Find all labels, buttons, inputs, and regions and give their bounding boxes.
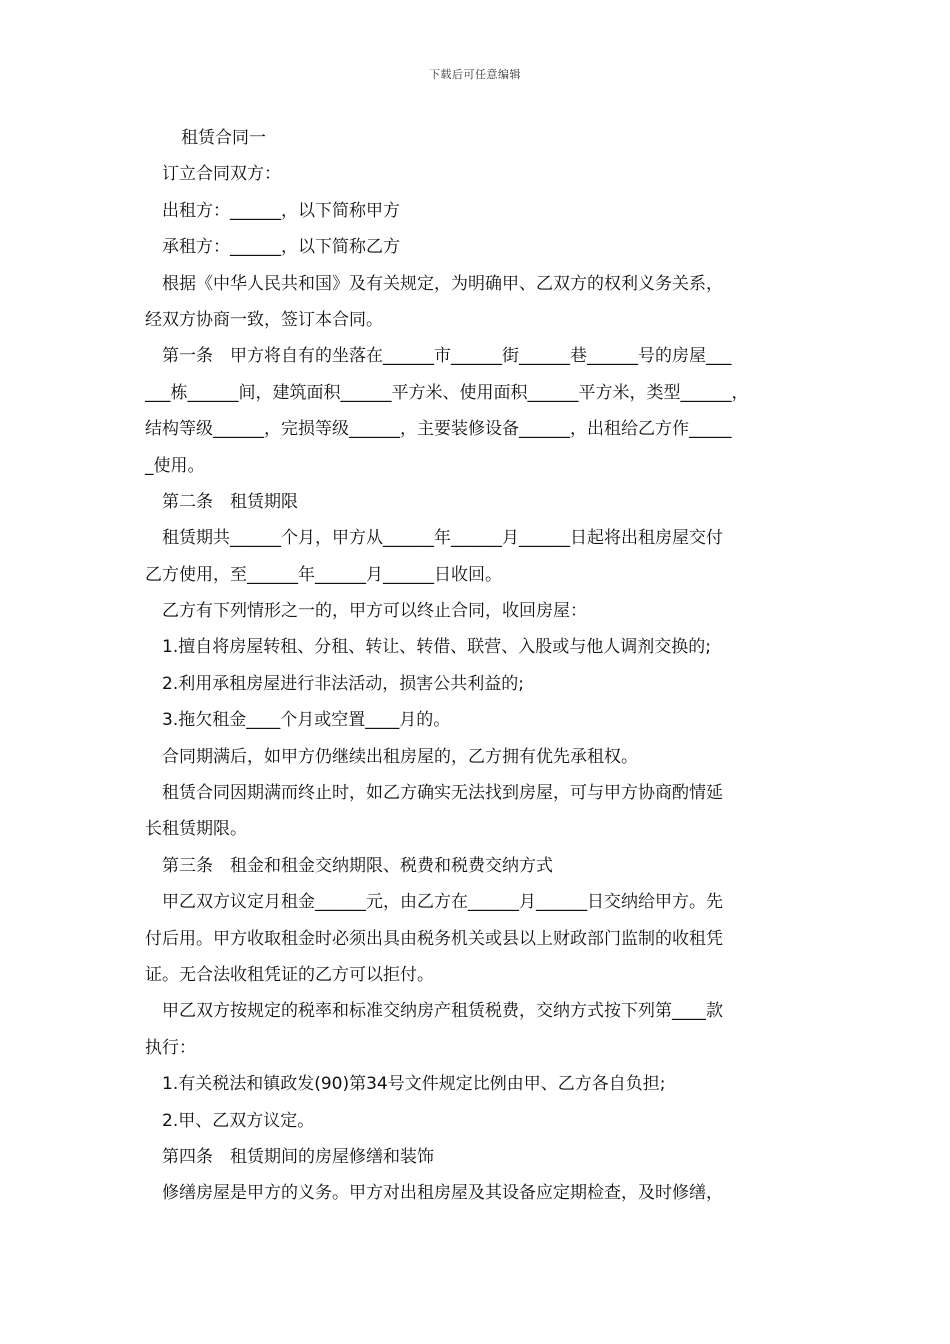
paragraph-line: 结构等级______，完损等级______，主要装修设备______，出租给乙方作_____ [145, 419, 732, 440]
paragraph-line: 乙方使用，至______年______月______日收回。 [145, 564, 502, 585]
page-header: 下载后可任意编辑 [429, 68, 521, 81]
paragraph-line: _使用。 [145, 455, 205, 476]
paragraph-line: 第三条 租金和租金交纳期限、税费和税费交纳方式 [162, 855, 553, 876]
paragraph-line: 乙方有下列情形之一的，甲方可以终止合同，收回房屋： [162, 601, 587, 622]
paragraph-line: 修缮房屋是甲方的义务。甲方对出租房屋及其设备应定期检查，及时修缮， [162, 1183, 723, 1204]
paragraph-line: 甲乙双方议定月租金______元，由乙方在______月______日交纳给甲方。先 [162, 892, 723, 913]
paragraph-line: 甲乙双方按规定的税率和标准交纳房产租赁税费，交纳方式按下列第____款 [162, 1001, 723, 1022]
paragraph-line: 2.利用承租房屋进行非法活动，损害公共利益的; [162, 673, 524, 694]
paragraph-line: 租赁期共______个月，甲方从______年______月______日起将出租房屋交付 [162, 528, 723, 549]
paragraph-line: 3.拖欠租金____个月或空置____月的。 [162, 710, 451, 731]
paragraph-line: 执行： [145, 1037, 196, 1058]
paragraph-line: 付后用。甲方收取租金时必须出具由税务机关或县以上财政部门监制的收租凭 [145, 928, 723, 949]
paragraph-line: 1.擅自将房屋转租、分租、转让、转借、联营、入股或与他人调剂交换的; [162, 637, 711, 658]
paragraph-line: 出租方：______，以下简称甲方 [162, 200, 400, 221]
paragraph-line: 经双方协商一致，签订本合同。 [145, 309, 383, 330]
paragraph-line: 2.甲、乙双方议定。 [162, 1110, 315, 1131]
document-title: 租赁合同一 [181, 128, 266, 148]
paragraph-line: 订立合同双方： [162, 164, 281, 185]
paragraph-line: 承租方：______，以下简称乙方 [162, 237, 400, 258]
paragraph-line: 1.有关税法和镇政发(90)第34号文件规定比例由甲、乙方各自负担; [162, 1074, 666, 1095]
paragraph-line: 租赁合同因期满而终止时，如乙方确实无法找到房屋，可与甲方协商酌情延 [162, 783, 723, 804]
paragraph-line: 第一条 甲方将自有的坐落在______市______街______巷______号的房屋___ [162, 346, 732, 367]
document-body [145, 120, 817, 1212]
paragraph-line: 根据《中华人民共和国》及有关规定，为明确甲、乙双方的权利义务关系， [162, 273, 723, 294]
paragraph-line: 第二条 租赁期限 [162, 491, 298, 512]
paragraph-line: 第四条 租赁期间的房屋修缮和装饰 [162, 1146, 434, 1167]
paragraph-line: 证。无合法收租凭证的乙方可以拒付。 [145, 964, 434, 985]
paragraph-line: 长租赁期限。 [145, 819, 247, 840]
paragraph-line: ___栋______间，建筑面积______平方米、使用面积______平方米，类型______， [145, 382, 749, 403]
paragraph-line: 合同期满后，如甲方仍继续出租房屋的，乙方拥有优先承租权。 [162, 746, 638, 767]
